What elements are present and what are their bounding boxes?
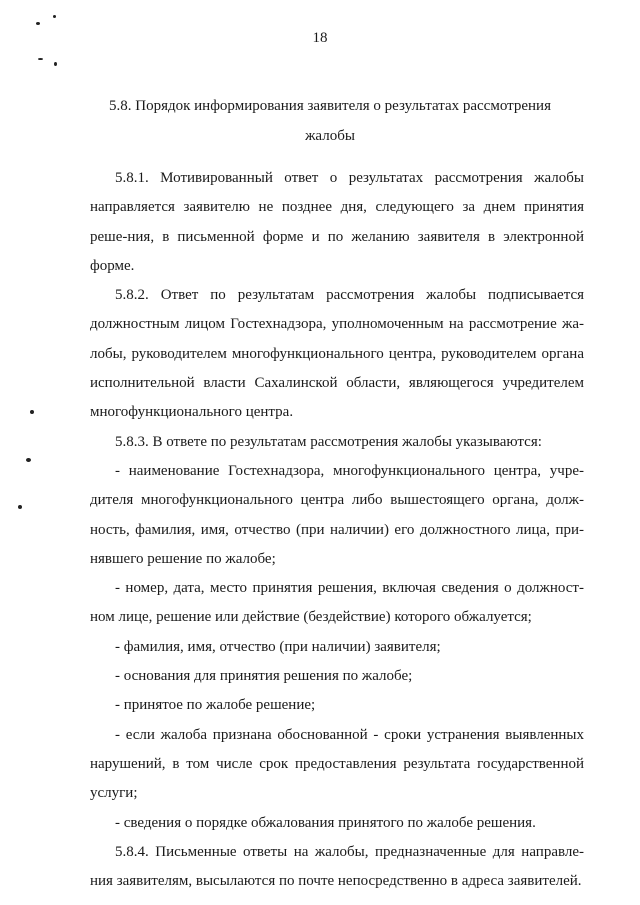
scan-speck <box>54 62 57 66</box>
page-number: 18 <box>312 30 328 46</box>
list-item: - основания для принятия решения по жалобе; <box>115 668 413 685</box>
paragraph-5-8-3: 5.8.3. В ответе по результатам рассмотрения жалобы указываются: <box>115 433 542 450</box>
paragraph-5-8-4: 5.8.4. Письменные ответы на жалобы, предназначенные для направле-ния заявителям, высылаются по почте непосредственно в адреса заявителей. <box>90 843 584 890</box>
document-body <box>90 164 584 896</box>
scan-speck <box>26 458 31 462</box>
section-heading <box>90 91 570 151</box>
list-item: - фамилия, имя, отчество (при наличии) заявителя; <box>115 638 441 655</box>
scan-speck <box>53 15 56 18</box>
list-item: - если жалоба признана обоснованной - сроки устранения выявленных нарушений, в том числе срок предоставления результата государственной услуги; <box>90 726 584 802</box>
section-heading-line-1: 5.8. Порядок информирования заявителя о результатах рассмотрения <box>109 98 551 114</box>
scan-speck <box>18 505 22 509</box>
scan-speck <box>36 22 40 25</box>
list-item: - принятое по жалобе решение; <box>115 697 316 714</box>
scan-speck <box>30 410 34 414</box>
paragraph-5-8-1: 5.8.1. Мотивированный ответ о результатах рассмотрения жалобы направляется заявителю не позднее дня, следующего за днем принятия реше-ния, в письменной форме и по желанию заявителя в электронной форме. <box>90 170 584 274</box>
list-item: - наименование Гостехнадзора, многофункционального центра, учре-дителя многофункционального центра либо вышестоящего органа, долж-ность, фамилия, имя, отчество (при наличии) его должностного лица, при-нявшего решение по жалобе; <box>90 462 584 567</box>
list-item: - номер, дата, место принятия решения, включая сведения о должност-ном лице, решение или действие (бездействие) которого обжалуется; <box>90 580 584 626</box>
scan-speck <box>38 58 43 60</box>
paragraph-5-8-2: 5.8.2. Ответ по результатам рассмотрения жалобы подписывается должностным лицом Гостехнадзора, уполномоченным на рассмотрение жа-лобы, руководителем многофункционального центра, руководителем органа исполнительной власти Сахалинской области, являющегося учредителем многофункционального центра. <box>90 287 584 421</box>
section-heading-line-2: жалобы <box>305 128 355 144</box>
list-item: - сведения о порядке обжалования принятого по жалобе решения. <box>115 814 536 831</box>
